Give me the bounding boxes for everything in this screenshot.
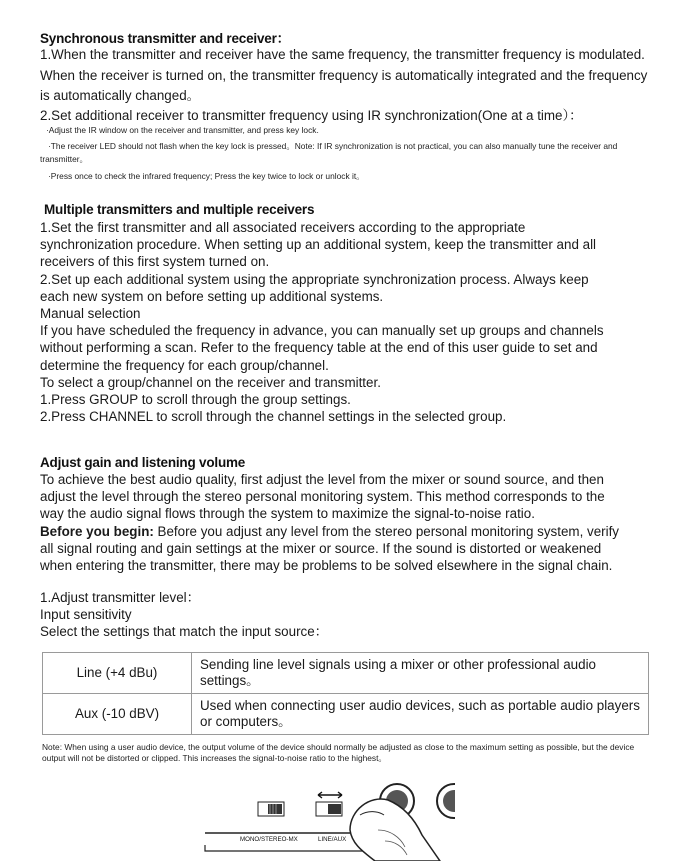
input-sensitivity-table (42, 652, 649, 735)
finger-icon (350, 799, 440, 861)
before-you-begin-label: Before you begin: (40, 523, 154, 539)
sync-note-1: ·Adjust the IR window on the receiver and transmitter, and press key lock. (46, 125, 319, 135)
setting-cell: Aux (-10 dBV) (43, 694, 192, 735)
gain-intro-line: adjust the level through the stereo personal monitoring system. This method corresponds to the (40, 489, 605, 505)
multiple-line: each new system on before setting up additional systems. (40, 288, 384, 304)
multiple-line: 1.Set the first transmitter and all associated receivers according to the appropriate (40, 220, 526, 235)
table-note: Note: When using a user audio device, the output volume of the device should normally be adjusted as close to the maximum setting as possible, but the device output will not be distorted or clipped. This increases the signal-to-noise ratio to the highest。 (42, 742, 635, 763)
multiple-line: synchronization procedure. When setting up an additional system, keep the transmitter and all (40, 237, 597, 253)
section-title-multiple: Multiple transmitters and multiple receivers (44, 202, 315, 217)
before-text: Before you adjust any level from the stereo personal monitoring system, verify (153, 523, 619, 539)
gain-steps (40, 589, 660, 641)
step-line: 1.Adjust transmitter level： (40, 590, 201, 605)
double-arrow-icon (318, 792, 342, 798)
description-cell: Used when connecting user audio devices, such as portable audio players or computers。 (192, 694, 649, 735)
gain-intro-line: To achieve the best audio quality, first adjust the level from the mixer or sound source, and then (40, 472, 604, 487)
multiple-line: Manual selection (40, 306, 141, 322)
multiple-line: receivers of this first system turned on. (40, 254, 270, 270)
multiple-line: 2.Set up each additional system using the appropriate synchronization process. Always keep (40, 271, 589, 287)
multiple-line: 1.Press GROUP to scroll through the group settings. (40, 392, 351, 408)
switch-illustration (200, 775, 455, 861)
label-mono-stereo: MONO/STEREO-MX (240, 836, 298, 843)
switch-knob (328, 804, 341, 814)
description-cell: Sending line level signals using a mixer or other professional audio settings。 (192, 653, 649, 694)
multiple-line: To select a group/channel on the receiver and transmitter. (40, 374, 381, 390)
step-line: Input sensitivity (40, 607, 132, 623)
multiple-line: 2.Press CHANNEL to scroll through the channel settings in the selected group. (40, 409, 507, 425)
before-line (40, 523, 660, 540)
gain-intro-line: way the audio signal flows through the system to maximize the signal-to-noise ratio. (40, 506, 535, 522)
gain-intro (40, 471, 660, 574)
section-title-gain: Adjust gain and listening volume (40, 455, 246, 470)
sync-note-3: ·Press once to check the infrared frequency; Press the key twice to lock or unlock it。 (48, 171, 365, 181)
multiple-body (40, 219, 660, 425)
setting-cell: Line (+4 dBu) (43, 653, 192, 694)
sync-paragraph-2: 2.Set additional receiver to transmitter frequency using IR synchronization(One at a time）： (40, 108, 583, 123)
step-line: Select the settings that match the input source： (40, 624, 329, 640)
before-line: when entering the transmitter, there may be problems to be solved elsewhere in the signal chain. (40, 558, 613, 574)
multiple-line: without performing a scan. Refer to the frequency table at the end of this user guide to set and (40, 340, 598, 356)
section-title-sync: Synchronous transmitter and receiver： (40, 31, 290, 46)
multiple-line: If you have scheduled the frequency in advance, you can manually set up groups and channels (40, 323, 604, 339)
sync-paragraph-1: 1.When the transmitter and receiver have the same frequency, the transmitter frequency is modulated. When the receiver is turned on, the transmitter frequency is automatically integrated and the frequency is automatically changed。 (40, 47, 648, 103)
table-row (43, 653, 649, 694)
multiple-line: determine the frequency for each group/channel. (40, 357, 329, 373)
label-line-aux: LINE/AUX (318, 836, 347, 843)
sync-note-2: ·The receiver LED should not flash when the key lock is pressed。Note: If IR synchronization is not practical, you can also manually tune the receiver and transmitter。 (40, 141, 618, 164)
table-row (43, 694, 649, 735)
before-line: all signal routing and gain settings at the mixer or source. If the sound is distorted or weakened (40, 540, 602, 556)
